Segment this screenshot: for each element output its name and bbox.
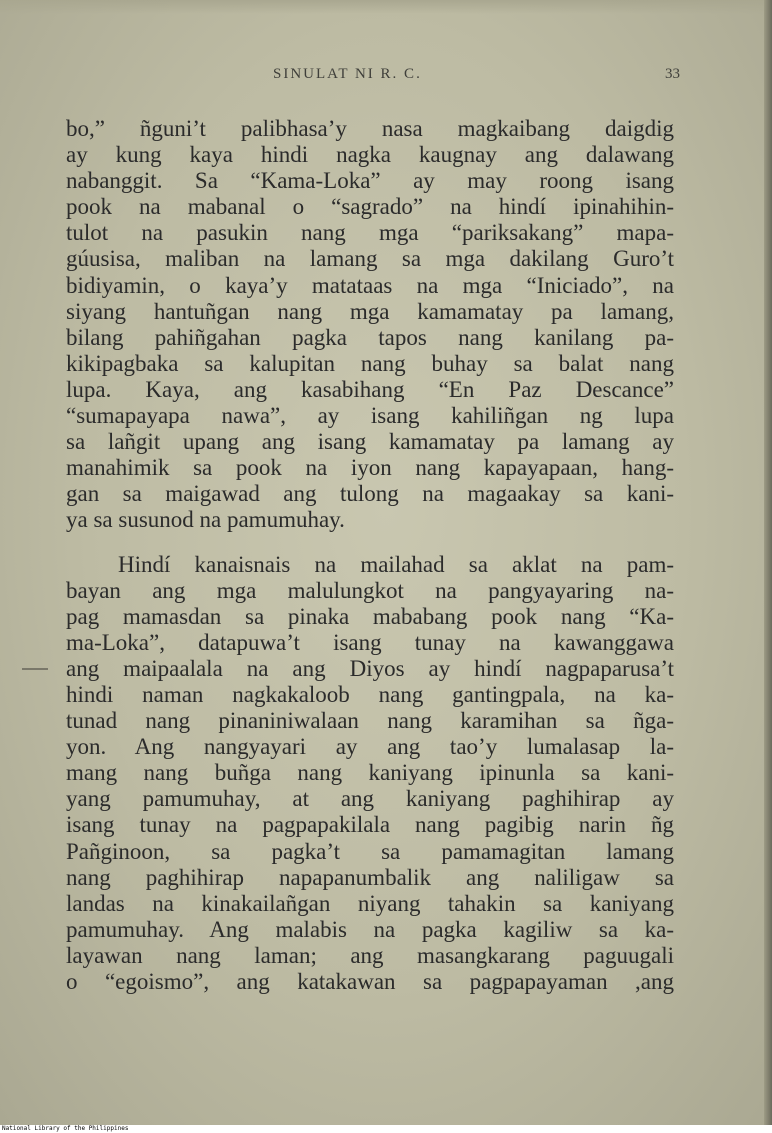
text-line: mang nang buñga nang kaniyang ipinunla sa kani-	[66, 760, 674, 786]
text-line: bo,” ñguni’t palibhasa’y nasa magkaibang daigdig	[66, 116, 674, 141]
text-line: isang tunay na pagpapakilala nang pagibig narin ñg	[66, 812, 674, 838]
page-right-edge	[764, 0, 772, 1125]
text-line: gúusisa, maliban na lamang sa mga dakilang Guro’t	[66, 246, 674, 272]
body-text	[66, 116, 674, 995]
text-line: siyang hantuñgan nang mga kamamatay pa lamang,	[66, 298, 674, 324]
text-line: yang pamumuhay, at ang kaniyang paghihirap ay	[66, 786, 674, 812]
footer-credit: National Library of the Philippines	[2, 1125, 129, 1132]
text-line: nabanggit. Sa “Kama-Loka” ay may roong isang	[66, 168, 674, 194]
text-line: nang paghihirap napapanumbalik ang naliligaw sa	[66, 864, 674, 890]
page-top-shadow	[0, 0, 772, 14]
text-line: Hindí kanaisnais na mailahad sa aklat na pam-	[118, 551, 674, 577]
text-line: Pañginoon, sa pagka’t sa pamamagitan lamang	[66, 838, 674, 864]
page-number: 33	[665, 66, 680, 82]
margin-dash-mark	[22, 668, 48, 670]
text-line: pag mamasdan sa pinaka mababang pook nang “Ka-	[66, 603, 674, 629]
text-line: ay kung kaya hindi nagka kaugnay ang dalawang	[66, 142, 674, 168]
text-line: ya sa susunod na pamumuhay.	[66, 507, 345, 533]
text-line: lupa. Kaya, ang kasabihang “En Paz Descance”	[66, 376, 674, 402]
paragraph-gap	[66, 534, 674, 552]
text-line: “sumapayapa nawa”, ay isang kahiliñgan ng lupa	[66, 403, 674, 429]
running-head	[60, 66, 680, 88]
text-line: tulot na pasukin nang mga “pariksakang” mapa-	[66, 220, 674, 246]
text-line: hindi naman nagkakaloob nang gantingpala, na ka-	[66, 681, 674, 707]
text-line: pamumuhay. Ang malabis na pagka kagiliw sa ka-	[66, 916, 674, 942]
text-line: bilang pahiñgahan pagka tapos nang kanilang pa-	[66, 324, 674, 350]
running-head-title: SINULAT NI R. C.	[273, 66, 422, 82]
text-line: tunad nang pinaniniwalaan nang karamihan sa ñga-	[66, 708, 674, 734]
paragraph-2	[66, 552, 674, 996]
text-line: layawan nang laman; ang masangkarang paguugali	[66, 942, 674, 968]
text-line: yon. Ang nangyayari ay ang tao’y lumalasap la-	[66, 734, 674, 760]
paragraph-1	[66, 116, 674, 534]
text-line: bayan ang mga malulungkot na pangyayaring na-	[66, 577, 674, 603]
text-line: ang maipaalala na ang Diyos ay hindí nagpaparusa’t	[66, 655, 674, 681]
text-line: sa lañgit upang ang isang kamamatay pa lamang ay	[66, 429, 674, 455]
text-line: pook na mabanal o “sagrado” na hindí ipinahihin-	[66, 194, 674, 220]
text-line: gan sa maigawad ang tulong na magaakay sa kani-	[66, 481, 674, 507]
text-line: bidiyamin, o kaya’y matataas na mga “Iniciado”, na	[66, 272, 674, 298]
text-line: kikipagbaka sa kalupitan nang buhay sa balat nang	[66, 350, 674, 376]
text-line: ma-Loka”, datapuwa’t isang tunay na kawanggawa	[66, 629, 674, 655]
text-line: o “egoismo”, ang katakawan sa pagpapayaman ,ang	[66, 969, 674, 994]
text-line: landas na kinakailañgan niyang tahakin sa kaniyang	[66, 890, 674, 916]
text-line: manahimik sa pook na iyon nang kapayapaan, hang-	[66, 455, 674, 481]
